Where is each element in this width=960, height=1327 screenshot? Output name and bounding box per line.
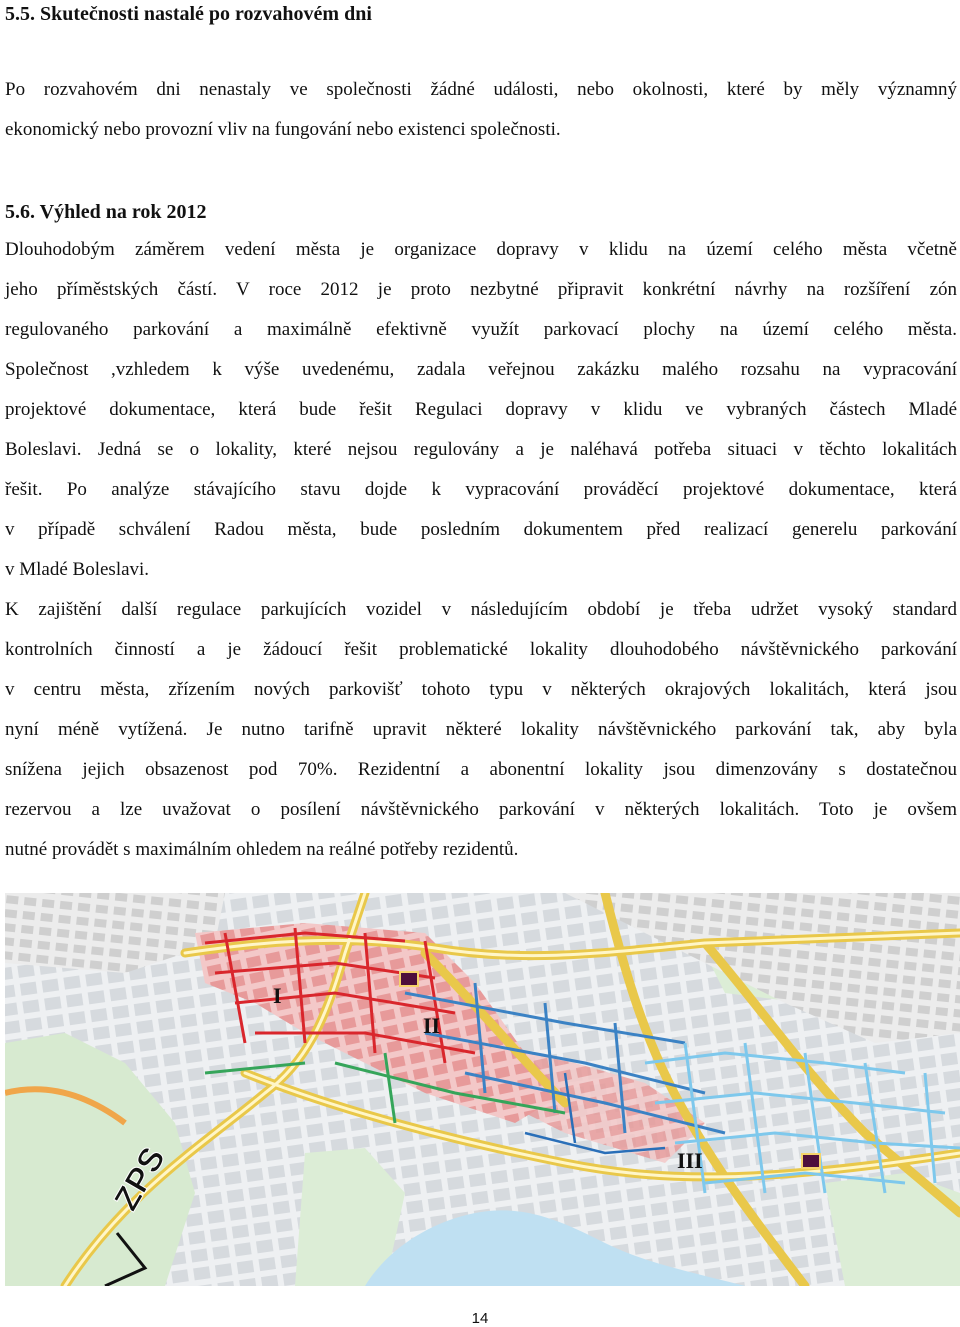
page-number: 14 (471, 1310, 489, 1327)
city-map-image (5, 893, 960, 1286)
parking-zones-map (5, 893, 960, 1286)
park-area (825, 1173, 960, 1286)
zone-label-two: II (423, 1013, 441, 1038)
text-line: v centru města, zřízením nových parkovišť tohoto typu v některých okrajových lokalitách, která jsou (5, 679, 957, 700)
text-line: ekonomický nebo provozní vliv na fungování nebo existenci společnosti. (5, 119, 561, 140)
text-line: projektové dokumentace, která bude řešit Regulaci dopravy v klidu ve vybraných částech Mladé (5, 399, 957, 420)
text-line: Dlouhodobým záměrem vedení města je organizace dopravy v klidu na území celého města včetně (5, 239, 957, 260)
parking-house-marker (802, 1154, 820, 1168)
text-line: v případě schválení Radou města, bude posledním dokumentem před realizací generelu parkování (5, 519, 957, 540)
zone-label-three: III (677, 1148, 703, 1173)
section-5-6-body (5, 230, 957, 870)
text-line: kontrolních činností a je žádoucí řešit problematické lokality dlouhodobého návštěvnického parkování (5, 639, 957, 660)
text-line: snížena jejich obsazenost pod 70%. Rezidentní a abonentní lokality jsou dimenzovány s dostatečnou (5, 759, 957, 780)
zone-label-one: I (273, 983, 282, 1008)
text-line: Po rozvahovém dni nenastaly ve společnosti žádné události, nebo okolnosti, které by měly významný (5, 79, 957, 100)
text-line: nyní méně vytížená. Je nutno tarifně upravit některé lokality návštěvnického parkování tak, aby byla (5, 719, 957, 740)
section-5-5-heading: 5.5. Skutečnosti nastalé po rozvahovém dni (5, 3, 372, 25)
text-line: nutné provádět s maximálním ohledem na reálné potřeby rezidentů. (5, 839, 519, 860)
text-line: regulovaného parkování a maximálně efektivně využít parkovací plochy na území celého města. (5, 319, 957, 340)
text-line: jeho příměstských částí. V roce 2012 je proto nezbytné připravit konkrétní návrhy na rozšíření zón (5, 279, 957, 300)
text-line: rezervou a lze uvažovat o posílení návštěvnického parkování v některých lokalitách. Toto je ovšem (5, 799, 957, 820)
text-line: Boleslavi. Jedná se o lokality, které nejsou regulovány a je naléhavá potřeba situaci v těchto lokalitách (5, 439, 957, 460)
text-line: řešit. Po analýze stávajícího stavu dojde k vypracování prováděcí projektové dokumentace, která (5, 479, 957, 500)
parking-house-marker (400, 972, 418, 986)
section-5-5-body (5, 70, 957, 150)
text-line: v Mladé Boleslavi. (5, 559, 150, 580)
text-line: K zajištění další regulace parkujících vozidel v následujícím období je třeba udržet vysoký standard (5, 599, 957, 620)
text-line: Společnost ,vzhledem k výše uvedenému, zadala veřejnou zakázku malého rozsahu na vypracování (5, 359, 957, 380)
section-5-6-heading: 5.6. Výhled na rok 2012 (5, 201, 207, 223)
zps-text: ZPS (107, 1140, 173, 1217)
